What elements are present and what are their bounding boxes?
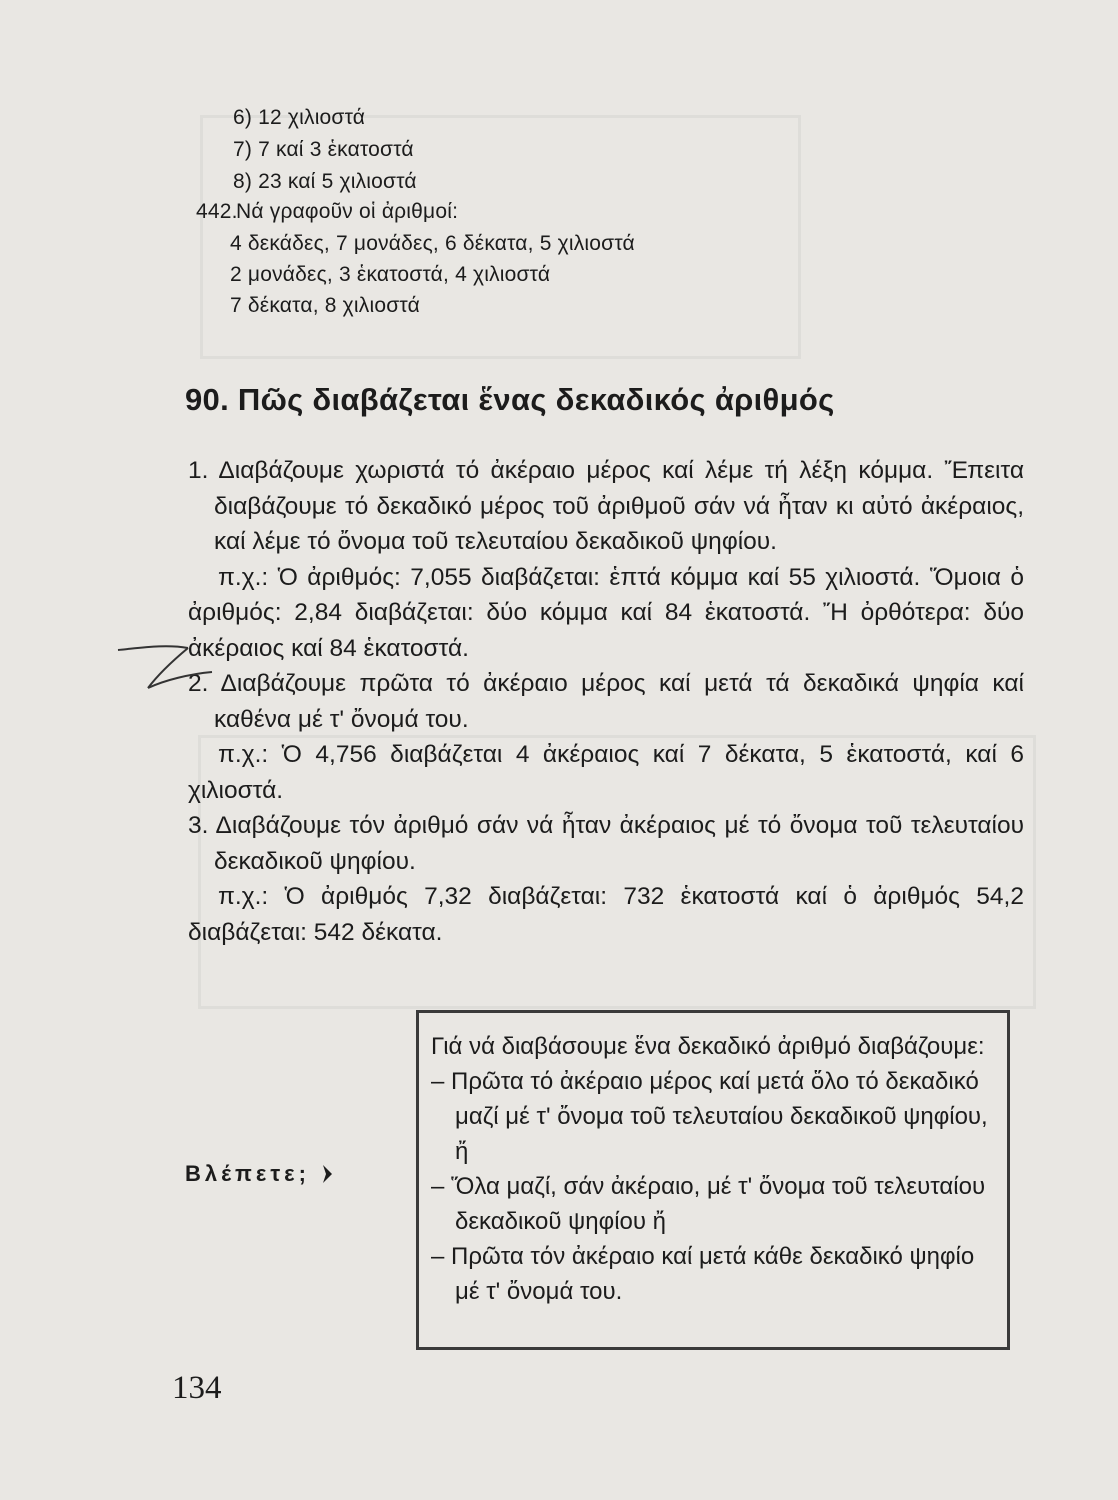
- pen-mark: [110, 628, 220, 698]
- exercise-prompt: Νά γραφοῦν οἱ ἀριθμοί:: [236, 200, 459, 223]
- rule-2-example: π.χ.: Ὁ 4,756 διαβάζεται 4 ἀκέραιος καί 7 δέκατα, 5 ἑκατοστά, καί 6 χιλιοστά.: [188, 741, 1024, 804]
- exercise-item: 8) 23 καί 5 χιλιοστά: [233, 170, 417, 193]
- rules-text: [188, 453, 1024, 950]
- summary-item: – Πρῶτα τόν ἀκέραιο καί μετά κάθε δεκαδικό ψηφίο μέ τ' ὄνομά του.: [431, 1243, 975, 1305]
- rule-3-example: π.χ.: Ὁ ἀριθμός 7,32 διαβάζεται: 732 ἑκατοστά καί ὁ ἀριθμός 54,2 διαβάζεται: 542 δέκατα.: [188, 883, 1024, 946]
- see-text: Βλέπετε;: [185, 1161, 310, 1186]
- exercise-item: 6) 12 χιλιοστά: [233, 106, 366, 129]
- exercise-item: 7) 7 καί 3 ἑκατοστά: [233, 138, 414, 161]
- rule-1: 1. Διαβάζουμε χωριστά τό ἀκέραιο μέρος καί λέμε τή λέξη κόμμα. Ἔπειτα διαβάζουμε τό δεκαδικό μέρος τοῦ ἀριθμοῦ σάν νά ἦταν κι αὐτό ἀκέραιος, καί λέμε τό ὄνομα τοῦ τελευταίου δεκαδικοῦ ψηφίου.: [188, 457, 1024, 555]
- rule-1-example: π.χ.: Ὁ ἀριθμός: 7,055 διαβάζεται: ἑπτά κόμμα καί 55 χιλιοστά. Ὅμοια ὁ ἀριθμός: 2,84 διαβάζεται: δύο κόμμα καί 84 ἑκατοστά. Ἤ ὀρθότερα: δύο ἀκέραιος καί 84 ἑκατοστά.: [188, 563, 1024, 662]
- summary-item: – Ὅλα μαζί, σάν ἀκέραιο, μέ τ' ὄνομα τοῦ τελευταίου δεκαδικοῦ ψηφίου ἤ: [431, 1173, 986, 1235]
- summary-box: [416, 1010, 1010, 1350]
- see-label: [185, 1161, 334, 1187]
- exercise-line: 7 δέκατα, 8 χιλιοστά: [230, 294, 420, 317]
- page-number: 134: [172, 1370, 222, 1406]
- summary-item: – Πρῶτα τό ἀκέραιο μέρος καί μετά ὅλο τό δεκαδικό μαζί μέ τ' ὄνομα τοῦ τελευταίου δεκαδικοῦ ψηφίου, ἤ: [431, 1068, 988, 1165]
- exercise-line: 2 μονάδες, 3 ἑκατοστά, 4 χιλιοστά: [230, 263, 551, 286]
- section-title: 90. Πῶς διαβάζεται ἕνας δεκαδικός ἀριθμός: [185, 382, 835, 417]
- exercise-line: 4 δεκάδες, 7 μονάδες, 6 δέκατα, 5 χιλιοστά: [230, 232, 635, 255]
- summary-list: [431, 1064, 989, 1309]
- exercise-number: 442.: [196, 200, 238, 223]
- rule-3: 3. Διαβάζουμε τόν ἀριθμό σάν νά ἦταν ἀκέραιος μέ τό ὄνομα τοῦ τελευταίου δεκαδικοῦ ψηφίου.: [188, 812, 1024, 875]
- pointing-arrow-icon: [320, 1163, 334, 1185]
- summary-intro: Γιά νά διαβάσουμε ἕνα δεκαδικό ἀριθμό διαβάζουμε:: [431, 1033, 985, 1060]
- rule-2: 2. Διαβάζουμε πρῶτα τό ἀκέραιο μέρος καί μετά τά δεκαδικά ψηφία καί καθένα μέ τ' ὄνομά του.: [188, 670, 1024, 733]
